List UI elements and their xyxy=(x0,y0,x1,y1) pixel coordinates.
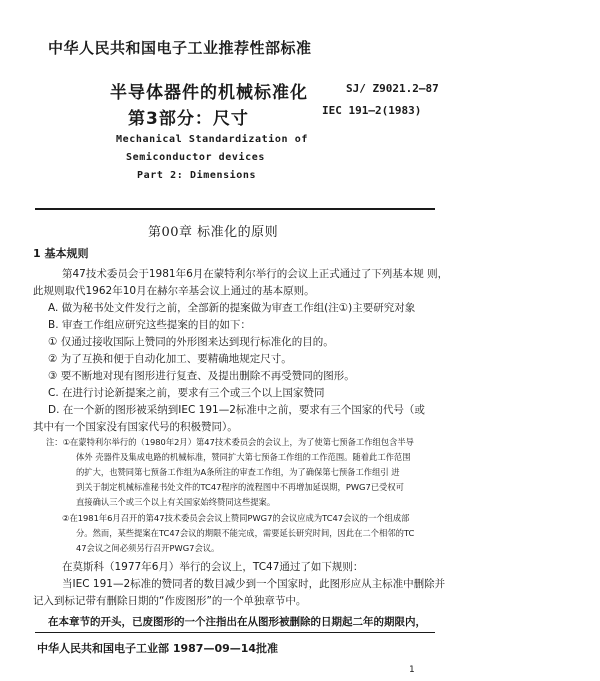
footnote-1-line2: 体外 壳器件及集成电路的机械标准，赞同扩大第七预备工作组的工作范围。随着此工作范围 xyxy=(76,452,411,462)
standard-number: SJ/ Z9021.2—87 xyxy=(346,82,439,95)
list-item-1: ① 仅通过接收国际上赞同的外形图来达到现行标准化的目的。 xyxy=(48,336,334,348)
list-item-c: C. 在进行讨论新提案之前，要求有三个或三个以上国家赞同 xyxy=(48,387,325,399)
list-item-d: D. 在一个新的图形被采纳到IEC 191—2标准中之前，要求有三个国家的代号（或 xyxy=(48,404,425,416)
list-item-2: ② 为了互换和便于自动化加工、要精确地规定尺寸。 xyxy=(48,353,292,365)
list-item-a: A. 做为秘书处文件发行之前，全部新的提案做为审查工作组(注①)主要研究对象 xyxy=(48,302,416,314)
footnote-1-line3: 的扩大，也赞同第七预备工作组为A条所注的审查工作组，为了确保第七预备工作组引 进 xyxy=(76,467,400,477)
footer-divider xyxy=(35,632,435,633)
title-english-line3: Part 2: Dimensions xyxy=(137,170,257,181)
approval-footer: 中华人民共和国电子工业部 1987—09—14批准 xyxy=(37,642,279,655)
title-chinese-line2: 第3部分：尺寸 xyxy=(128,109,249,129)
footnote-1-line4: 到关于制定机械标准秘书处文件的TC47程序的流程图中不再增加延误期，PWG7已受权可 xyxy=(76,482,404,492)
paragraph-2: 在莫斯科（1977年6月）举行的会议上，TC47通过了如下规则： xyxy=(62,561,364,573)
footnote-2-line1: ②在1981年6月召开的第47技术委员会会议上赞同PWG7的会议应成为TC47会议的一个组成部 xyxy=(62,513,410,523)
footnote-2-line3: 47会议之间必须另行召开PWG7会议。 xyxy=(76,543,220,553)
list-item-3: ③ 要不断地对现有图形进行复查、及提出删除不再受赞同的图形。 xyxy=(48,370,355,382)
title-english-line2: Semiconductor devices xyxy=(126,152,266,163)
footnote-2-line2: 分。然而，某些提案在TC47会议的期限不能完成，需要延长研究时间，因此在二个相邻的TC xyxy=(76,528,415,538)
chapter-heading: 第00章 标准化的原则 xyxy=(148,225,279,240)
list-item-b: B. 审查工作组应研究这些提案的目的如下： xyxy=(48,319,251,331)
paragraph-1-line2: 此规则取代1962年10月在赫尔辛基会议上通过的基本原则。 xyxy=(33,285,315,297)
list-item-d-continued: 其中有一个国家没有国家代号的积极赞同）。 xyxy=(33,421,238,433)
paragraph-1-line1: 第47技术委员会于1981年6月在蒙特利尔举行的会议上正式通过了下列基本规 则， xyxy=(62,268,449,280)
page-number: 1 xyxy=(409,665,415,675)
paragraph-3-line2: 记入到标记带有删除日期的“作废图形”的一个单独章节中。 xyxy=(33,595,307,607)
issuing-organization: 中华人民共和国电子工业推荐性部标准 xyxy=(48,39,312,57)
iec-number: IEC 191—2(1983) xyxy=(322,104,422,117)
paragraph-3-line1: 当IEC 191—2标准的赞同者的数目减少到一个国家时，此图形应从主标准中删除并 xyxy=(62,578,446,590)
title-english-line1: Mechanical Standardization of xyxy=(116,134,308,145)
footnote-1-line5: 直接确认三个或三个以上有关国家始终赞同这些提案。 xyxy=(76,497,276,507)
header-divider xyxy=(35,208,435,210)
section-heading: 1 基本规则 xyxy=(33,247,89,260)
footnote-1-line1: 注：①在蒙特利尔举行的（1980年2月）第47技术委员会的会议上，为了使第七预备工作组包含半导 xyxy=(46,437,414,447)
title-chinese-line1: 半导体器件的机械标准化 xyxy=(110,83,308,103)
paragraph-4: 在本章节的开头，已废图形的一个注指出在从图形被删除的日期起二年的期限内， xyxy=(48,616,426,628)
